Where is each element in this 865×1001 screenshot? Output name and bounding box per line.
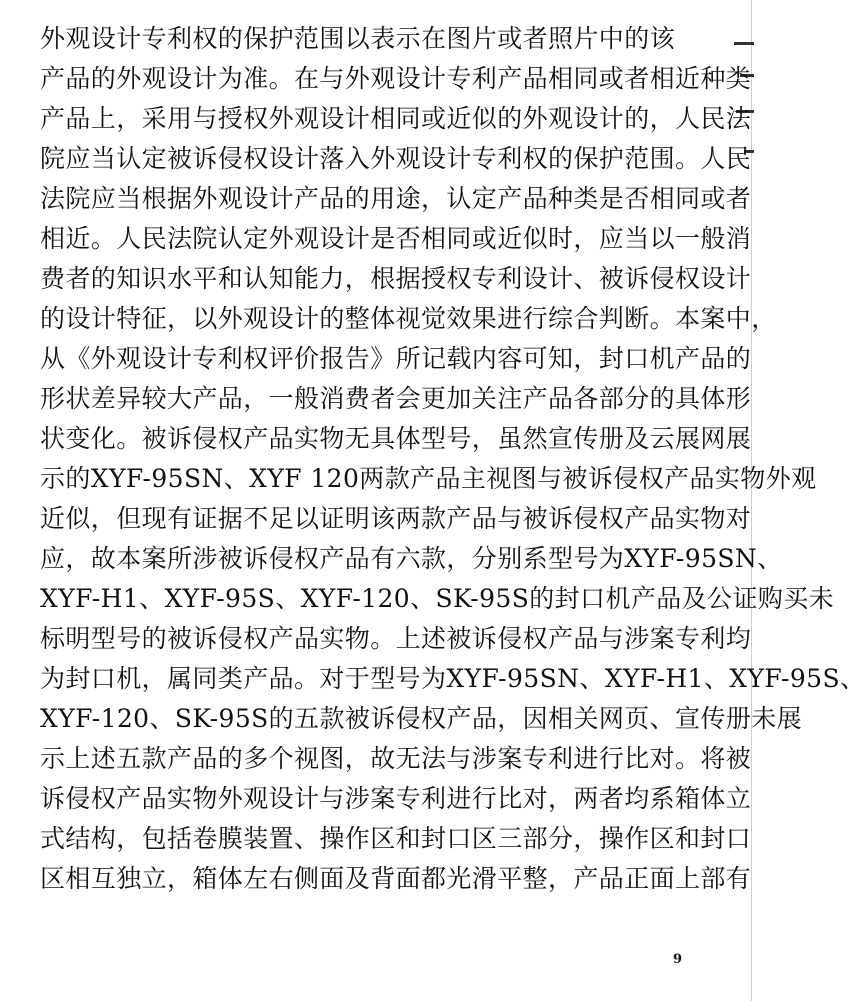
- text-line: 费者的知识水平和认知能力，根据授权专利设计、被诉侵权设计: [40, 264, 752, 293]
- text-line: 相近。人民法院认定外观设计是否相同或近似时，应当以一般消: [40, 224, 752, 253]
- text-line: 状变化。被诉侵权产品实物无具体型号，虽然宣传册及云展网展: [40, 424, 752, 453]
- text-line: 标明型号的被诉侵权产品实物。上述被诉侵权产品与涉案专利均: [40, 624, 752, 653]
- text-line: 近似，但现有证据不足以证明该两款产品与被诉侵权产品实物对: [40, 504, 752, 533]
- page-number: 9: [673, 952, 683, 967]
- edge-mark: [734, 42, 754, 45]
- text-line: 法院应当根据外观设计产品的用途，认定产品种类是否相同或者: [40, 184, 752, 213]
- text-line: 示上述五款产品的多个视图，故无法与涉案专利进行比对。将被: [40, 744, 752, 773]
- text-line: 示的XYF-95SN、XYF 120两款产品主视图与被诉侵权产品实物外观: [40, 464, 817, 493]
- text-line: 区相互独立，箱体左右侧面及背面都光滑平整，产品正面上部有: [40, 864, 752, 893]
- text-line: 从《外观设计专利权评价报告》所记载内容可知，封口机产品的: [40, 344, 752, 373]
- text-line: 应，故本案所涉被诉侵权产品有六款，分别系型号为XYF-95SN、: [40, 544, 783, 573]
- text-line: 外观设计专利权的保护范围以表示在图片或者照片中的该: [40, 24, 676, 53]
- text-line: XYF-120、SK-95S的五款被诉侵权产品，因相关网页、宣传册未展: [40, 704, 803, 733]
- text-line: 为封口机，属同类产品。对于型号为XYF-95SN、XYF-H1、XYF-95S、: [40, 664, 865, 693]
- text-line: 产品上，采用与授权外观设计相同或近似的外观设计的，人民法: [40, 104, 752, 133]
- text-line: XYF-H1、XYF-95S、XYF-120、SK-95S的封口机产品及公证购买未: [40, 584, 835, 613]
- text-line: 产品的外观设计为准。在与外观设计专利产品相同或者相近种类: [40, 64, 752, 93]
- text-line: 式结构，包括卷膜装置、操作区和封口区三部分，操作区和封口: [40, 824, 752, 853]
- text-line: 的设计特征，以外观设计的整体视觉效果进行综合判断。本案中，: [40, 304, 777, 333]
- text-line: 形状差异较大产品，一般消费者会更加关注产品各部分的具体形: [40, 384, 752, 413]
- text-line: 诉侵权产品实物外观设计与涉案专利进行比对，两者均系箱体立: [40, 784, 752, 813]
- text-line: 院应当认定被诉侵权设计落入外观设计专利权的保护范围。人民: [40, 144, 752, 173]
